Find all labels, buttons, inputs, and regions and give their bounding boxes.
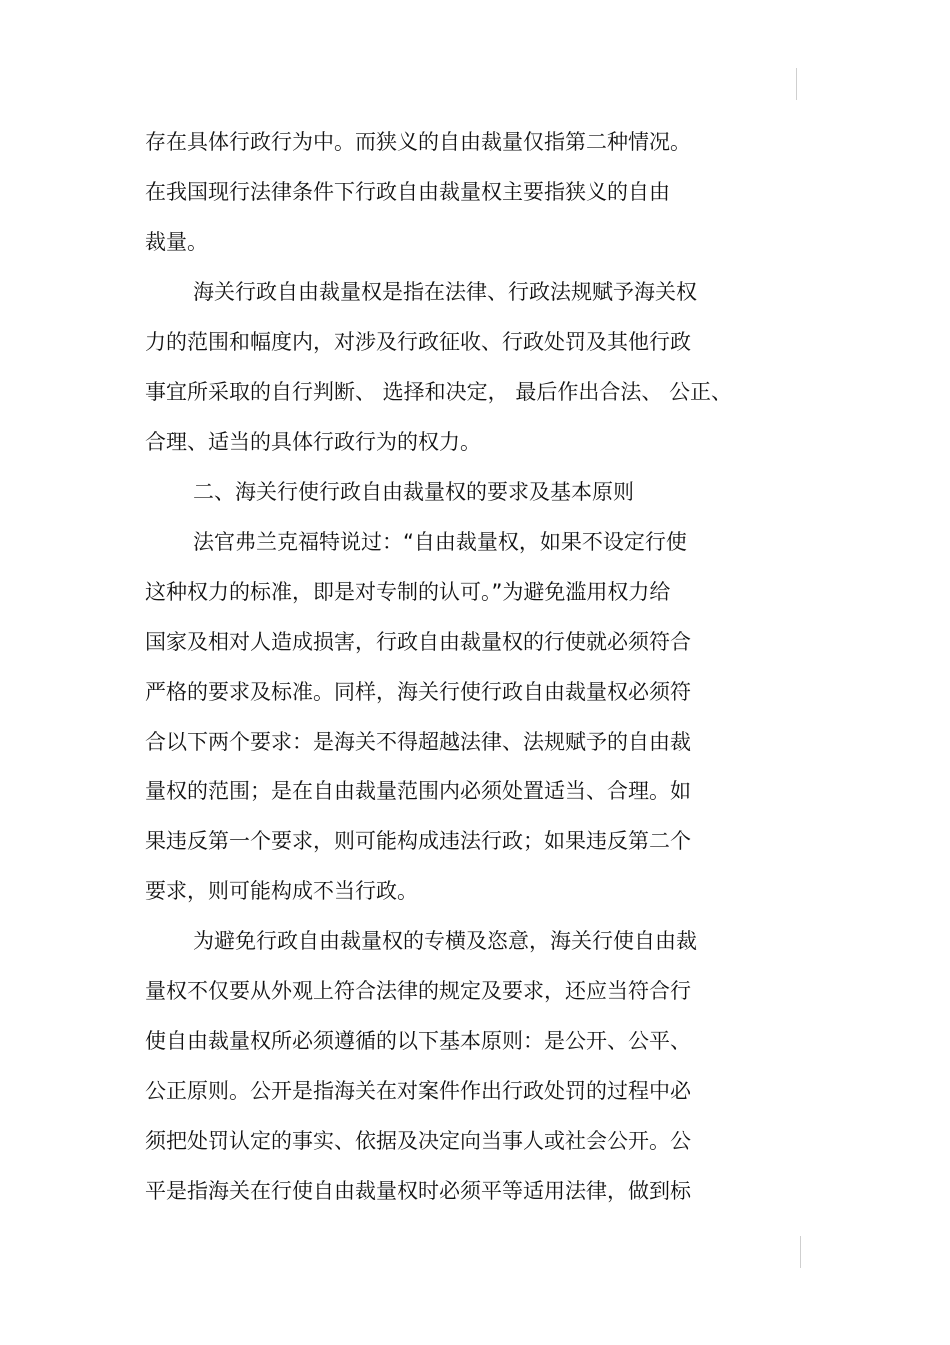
section-heading: 二、海关行使行政自由裁量权的要求及基本原则 xyxy=(193,480,634,504)
text-line-4: 海关行政自由裁量权是指在法律、行政法规赋予海关权 xyxy=(193,280,697,304)
text-line-18: 量权不仅要从外观上符合法律的规定及要求，还应当符合行 xyxy=(145,979,691,1003)
text-line-1: 存在具体行政行为中。而狭义的自由裁量仅指第二种情况。 xyxy=(145,130,691,154)
text-line-15: 果违反第一个要求，则可能构成违法行政；如果违反第二个 xyxy=(145,829,691,853)
text-line-3: 裁量。 xyxy=(145,230,208,254)
text-line-10: 这种权力的标准，即是对专制的认可。”为避免滥用权力给 xyxy=(145,580,671,604)
text-line-6: 事宜所采取的自行判断、 选择和决定， 最后作出合法、 公正、 xyxy=(145,380,733,404)
text-line-22: 平是指海关在行使自由裁量权时必须平等适用法律，做到标 xyxy=(145,1179,691,1203)
text-line-5: 力的范围和幅度内，对涉及行政征收、行政处罚及其他行政 xyxy=(145,330,691,354)
text-line-14: 量权的范围；是在自由裁量范围内必须处置适当、合理。如 xyxy=(145,779,691,803)
text-line-20: 公正原则。公开是指海关在对案件作出行政处罚的过程中必 xyxy=(145,1079,691,1103)
text-line-13: 合以下两个要求：是海关不得超越法律、法规赋予的自由裁 xyxy=(145,730,691,754)
text-line-17: 为避免行政自由裁量权的专横及恣意，海关行使自由裁 xyxy=(193,929,697,953)
text-line-12: 严格的要求及标准。同样，海关行使行政自由裁量权必须符 xyxy=(145,680,691,704)
text-line-9: 法官弗兰克福特说过：“自由裁量权，如果不设定行使 xyxy=(193,530,687,554)
text-line-11: 国家及相对人造成损害，行政自由裁量权的行使就必须符合 xyxy=(145,630,691,654)
page-edge-mark-bottom xyxy=(800,1236,801,1268)
text-line-21: 须把处罚认定的事实、依据及决定向当事人或社会公开。公 xyxy=(145,1129,691,1153)
text-line-7: 合理、适当的具体行政行为的权力。 xyxy=(145,430,481,454)
text-line-2: 在我国现行法律条件下行政自由裁量权主要指狭义的自由 xyxy=(145,180,670,204)
text-line-19: 使自由裁量权所必须遵循的以下基本原则：是公开、公平、 xyxy=(145,1029,691,1053)
text-line-16: 要求，则可能构成不当行政。 xyxy=(145,879,418,903)
page-edge-mark-top xyxy=(796,68,797,100)
